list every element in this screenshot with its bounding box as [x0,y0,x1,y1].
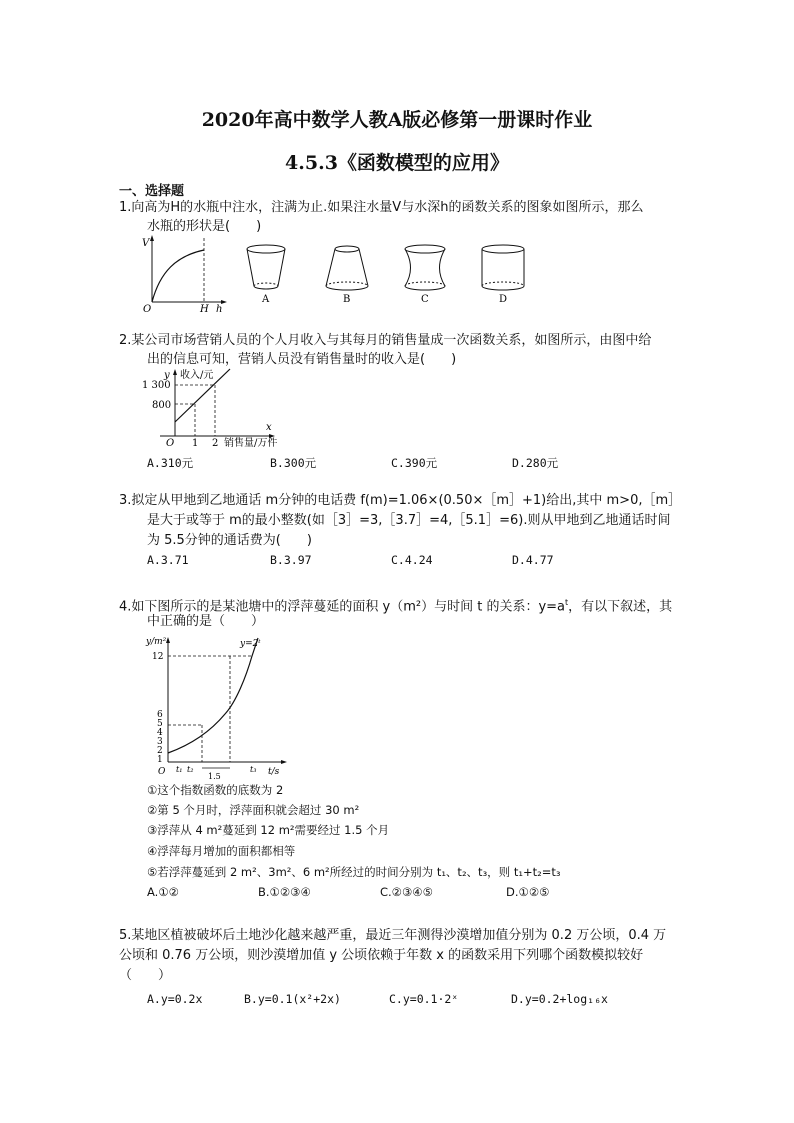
q1-origin: O [143,304,152,314]
q3-option-a[interactable]: A.3.71 [147,553,189,567]
q4-text-line1-b: ，有以下叙述，其 [568,599,673,615]
q2-y-arrow [173,369,177,375]
q1-text-line1: 1.向高为H的水瓶中注水，注满为止.如果注水量V与水深h的函数关系的图象如图所示，那么 [119,200,644,215]
q4-option-a[interactable]: A.①② [147,885,179,899]
q5-option-b[interactable]: B.y=0.1(x²+2x) [244,992,341,1006]
q4-y-tick-4: 4 [157,728,163,738]
q4-x-tick-t2: t₂ [187,765,194,774]
q5-text-line2: 公顷和 0.76 万公顷，则沙漠增加值 y 公顷依赖于年数 x 的函数采用下列哪个函数模拟较好 [119,948,644,963]
q2-option-c[interactable]: C.390元 [391,456,438,470]
q1-bottle-b [322,242,372,304]
q2-x-tick-1: 1 [192,438,199,449]
document-title: 2020年高中数学人教A版必修第一册课时作业 [201,109,593,131]
q4-y-tick-12: 12 [152,652,164,662]
q4-y-tick-5: 5 [157,719,163,729]
q4-y-tick-3: 3 [157,737,163,747]
q4-statement-3: ③浮萍从 4 m²蔓延到 12 m²需要经过 1.5 个月 [147,823,390,837]
q4-x-tick-t1: t₁ [176,765,183,774]
q4-statement-5: ⑤若浮萍蔓延到 2 m²、3m²、6 m²所经过的时间分别为 t₁、t₂、t₃，则 t₁+t₂=t₃ [147,865,561,879]
q2-option-b[interactable]: B.300元 [270,456,317,470]
q1-y-label: V [142,238,150,249]
q1-bottle-c [400,242,450,304]
q3-option-b[interactable]: B.3.97 [270,553,312,567]
q4-statement-1: ①这个指数函数的底数为 2 [147,783,284,797]
q4-y-arrow [166,637,170,643]
q5-option-d[interactable]: D.y=0.2+log₁₆x [511,992,608,1006]
q2-option-a[interactable]: A.310元 [147,456,194,470]
q1-graph [140,232,230,314]
q2-graph [140,366,300,452]
q1-bottle-c-label: C [421,294,429,304]
q4-text-line1-a: 4.如下图所示的是某池塘中的浮萍蔓延的面积 y（m²）与时间 t 的关系：y=a [119,599,566,615]
q4-y-tick-6: 6 [157,710,163,720]
q4-option-c[interactable]: C.②③④⑤ [380,885,433,899]
q4-x-arrow [281,760,287,764]
q4-text-line2: 中正确的是（ ） [147,614,265,629]
q1-bottle-d-label: D [499,294,508,304]
q2-x-tick-2: 2 [212,438,219,449]
q4-x-label: t/s [268,767,280,777]
q4-interval-label: 1.5 [208,772,221,781]
q3-text-line1: 3.拟定从甲地到乙地通话 m分钟的电话费 f(m)=1.06×(0.50×［m］+1)给出,其中 m>0,［m］ [119,493,682,508]
q2-option-d[interactable]: D.280元 [512,456,559,470]
q5-text-line3: （ ） [119,968,172,983]
q1-bottle-b-label: B [343,294,351,304]
q3-text-line3: 为 5.5分钟的通话费为( ) [147,533,312,548]
q4-option-d[interactable]: D.①②⑤ [506,885,550,899]
q2-y-tick-1300: 1 300 [142,380,171,391]
q4-y-label: y/m² [146,637,167,647]
q2-y-label: y [164,370,170,381]
q3-text-line2: 是大于或等于 m的最小整数(如［3］=3,［3.7］=4,［5.1］=6).则从甲地到乙地通话时间 [147,513,671,528]
q3-option-c[interactable]: C.4.24 [391,553,433,567]
q4-origin: O [158,767,166,777]
q4-curve [168,638,258,753]
q1-bottle-a-label: A [262,294,270,304]
q4-statement-4: ④浮萍每月增加的面积都相等 [147,844,296,858]
q1-curve [152,250,204,302]
q4-curve-label: y=2ᵗ [240,639,261,649]
q4-graph [140,632,290,782]
q1-x-label: h [216,304,223,314]
document-subtitle: 4.5.3《函数模型的应用》 [285,152,509,174]
q3-option-d[interactable]: D.4.77 [512,553,554,567]
q2-text-line2: 出的信息可知，营销人员没有销售量时的收入是( ) [147,352,457,367]
section-heading: 一、选择题 [119,184,185,199]
q4-option-b[interactable]: B.①②③④ [258,885,311,899]
q1-y-arrow [150,235,154,241]
q4-x-tick-t3: t₃ [250,765,257,774]
q1-text-line2: 水瓶的形状是( ) [147,219,262,234]
q1-bottle-a [244,242,288,304]
q2-x-label: x [266,422,272,433]
q2-text-line1: 2.某公司市场营销人员的个人月收入与其每月的销售量成一次函数关系，如图所示，由图中给 [119,333,652,348]
q4-y-tick-2: 2 [157,746,163,756]
q1-h-mark: H [200,304,209,314]
q4-y-tick-1: 1 [157,755,163,765]
q2-x-title: 销售量/万件 [224,438,278,449]
q4-statement-2: ②第 5 个月时，浮萍面积就会超过 30 m² [147,803,360,817]
q2-y-title: 收入/元 [180,370,214,381]
q5-option-a[interactable]: A.y=0.2x [147,992,203,1006]
q4-text-exponent: t [565,598,569,607]
q1-bottle-d [478,242,528,304]
q2-y-tick-800: 800 [152,400,172,411]
q2-origin: O [166,438,175,449]
q5-option-c[interactable]: C.y=0.1·2ˣ [389,992,459,1006]
q5-text-line1: 5.某地区植被破坏后土地沙化越来越严重，最近三年测得沙漠增加值分别为 0.2 万公顷，0.4 万 [119,928,667,943]
